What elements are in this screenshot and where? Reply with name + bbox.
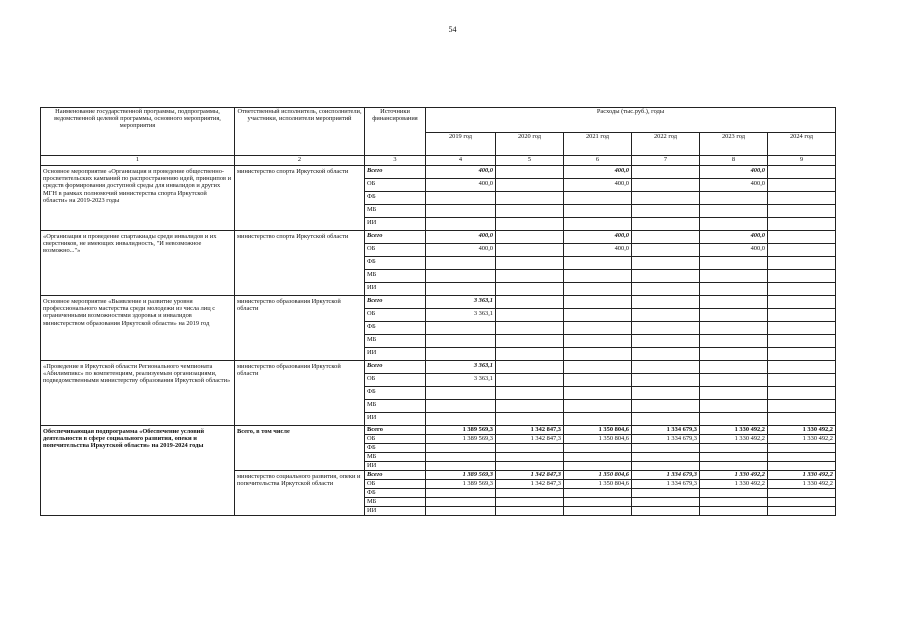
amount-cell: [496, 498, 564, 507]
source-label: ИИ: [365, 462, 426, 471]
amount-cell: [768, 498, 836, 507]
amount-cell: [768, 296, 836, 309]
amount-cell: [768, 335, 836, 348]
amount-cell: 400,0: [426, 244, 496, 257]
amount-cell: [632, 400, 700, 413]
amount-cell: 1 350 804,6: [564, 480, 632, 489]
amount-cell: [496, 453, 564, 462]
source-label: ИИ: [365, 348, 426, 361]
amount-cell: [564, 348, 632, 361]
amount-cell: [700, 413, 768, 426]
amount-cell: [564, 498, 632, 507]
amount-cell: [496, 257, 564, 270]
amount-cell: [426, 335, 496, 348]
source-label: ФБ: [365, 192, 426, 205]
source-label: МБ: [365, 400, 426, 413]
amount-cell: [768, 507, 836, 516]
amount-cell: [426, 498, 496, 507]
amount-cell: [632, 413, 700, 426]
amount-cell: [426, 270, 496, 283]
amount-cell: [632, 283, 700, 296]
amount-cell: [700, 322, 768, 335]
header-year: 2019 год: [426, 133, 496, 156]
amount-cell: [496, 413, 564, 426]
source-label: ФБ: [365, 387, 426, 400]
source-label: ОБ: [365, 309, 426, 322]
amount-cell: [426, 257, 496, 270]
amount-cell: [564, 270, 632, 283]
amount-cell: [768, 462, 836, 471]
amount-cell: [564, 453, 632, 462]
amount-cell: [564, 444, 632, 453]
executor: министерство социального развития, опеки и попечительства Иркутской области: [235, 471, 365, 516]
amount-cell: [496, 166, 564, 179]
amount-cell: [632, 507, 700, 516]
amount-cell: 400,0: [426, 231, 496, 244]
amount-cell: [496, 218, 564, 231]
amount-cell: [632, 462, 700, 471]
amount-cell: [632, 444, 700, 453]
amount-cell: [700, 296, 768, 309]
source-label: ФБ: [365, 257, 426, 270]
amount-cell: [632, 179, 700, 192]
amount-cell: [564, 218, 632, 231]
amount-cell: [768, 270, 836, 283]
amount-cell: [564, 296, 632, 309]
amount-cell: [496, 444, 564, 453]
header-expenses: Расходы (тыс.руб.), годы: [426, 108, 836, 133]
measure-name: Основное мероприятие «Выявление и развитие уровня профессионального мастерства среди молодежи из числа лиц с ограниченными возможностями здоровья и инвалидов министерством образования Иркутской области» на 2019 год: [41, 296, 235, 361]
amount-cell: [426, 489, 496, 498]
source-label: Всего: [365, 166, 426, 179]
amount-cell: [496, 507, 564, 516]
amount-cell: [632, 244, 700, 257]
amount-cell: [768, 489, 836, 498]
executor: министерство спорта Иркутской области: [235, 166, 365, 231]
amount-cell: 3 363,1: [426, 296, 496, 309]
amount-cell: [700, 335, 768, 348]
amount-cell: 1 330 492,2: [768, 480, 836, 489]
amount-cell: [768, 179, 836, 192]
amount-cell: [700, 192, 768, 205]
source-label: ИИ: [365, 413, 426, 426]
amount-cell: [426, 413, 496, 426]
amount-cell: [426, 283, 496, 296]
amount-cell: [496, 179, 564, 192]
executor: Всего, в том числе: [235, 426, 365, 471]
amount-cell: [700, 257, 768, 270]
source-label: ОБ: [365, 435, 426, 444]
header-year: 2023 год: [700, 133, 768, 156]
header-year: 2020 год: [496, 133, 564, 156]
amount-cell: [700, 489, 768, 498]
amount-cell: 400,0: [564, 244, 632, 257]
amount-cell: [700, 498, 768, 507]
amount-cell: [768, 348, 836, 361]
measure-name: Обеспечивающая подпрограмма «Обеспечение условий деятельности в сфере социального развития, опеки и попечительства Иркутской области» на 2019-2024 годы: [41, 426, 235, 516]
amount-cell: 400,0: [426, 166, 496, 179]
amount-cell: [496, 489, 564, 498]
amount-cell: [564, 387, 632, 400]
amount-cell: [496, 348, 564, 361]
amount-cell: 400,0: [426, 179, 496, 192]
column-number: 1: [41, 156, 235, 166]
amount-cell: [564, 192, 632, 205]
amount-cell: [564, 507, 632, 516]
amount-cell: 400,0: [700, 231, 768, 244]
amount-cell: [632, 257, 700, 270]
amount-cell: [700, 374, 768, 387]
header-name: Наименование государственной программы, подпрограммы, ведомственной целевой программы, основного мероприятия, мероприятия: [41, 108, 235, 156]
amount-cell: 1 389 569,3: [426, 435, 496, 444]
source-label: ОБ: [365, 480, 426, 489]
amount-cell: [426, 453, 496, 462]
column-number: 2: [235, 156, 365, 166]
amount-cell: [768, 283, 836, 296]
amount-cell: 3 363,1: [426, 309, 496, 322]
table-row: [41, 426, 836, 435]
amount-cell: [426, 387, 496, 400]
amount-cell: [768, 387, 836, 400]
amount-cell: [700, 453, 768, 462]
amount-cell: [768, 361, 836, 374]
column-number: 6: [564, 156, 632, 166]
amount-cell: [564, 400, 632, 413]
amount-cell: [564, 283, 632, 296]
amount-cell: 1 334 679,3: [632, 426, 700, 435]
amount-cell: [700, 205, 768, 218]
amount-cell: 1 350 804,6: [564, 435, 632, 444]
header-row-top: [41, 108, 836, 133]
column-number: 5: [496, 156, 564, 166]
source-label: ИИ: [365, 218, 426, 231]
amount-cell: [632, 489, 700, 498]
source-label: Всего: [365, 231, 426, 244]
amount-cell: [768, 257, 836, 270]
amount-cell: 1 334 679,3: [632, 471, 700, 480]
amount-cell: [426, 462, 496, 471]
column-number: 8: [700, 156, 768, 166]
amount-cell: [768, 453, 836, 462]
source-label: Всего: [365, 361, 426, 374]
amount-cell: [426, 205, 496, 218]
amount-cell: [768, 166, 836, 179]
amount-cell: [496, 309, 564, 322]
amount-cell: 1 342 847,3: [496, 435, 564, 444]
amount-cell: [632, 270, 700, 283]
amount-cell: [564, 489, 632, 498]
source-label: МБ: [365, 453, 426, 462]
amount-cell: [496, 296, 564, 309]
amount-cell: [700, 387, 768, 400]
amount-cell: [496, 462, 564, 471]
amount-cell: [632, 192, 700, 205]
amount-cell: [564, 257, 632, 270]
executor: министерство образования Иркутской области: [235, 296, 365, 361]
source-label: ФБ: [365, 489, 426, 498]
table-row: [41, 166, 836, 179]
amount-cell: [700, 462, 768, 471]
amount-cell: 1 389 569,3: [426, 471, 496, 480]
amount-cell: [768, 413, 836, 426]
amount-cell: [496, 322, 564, 335]
amount-cell: 400,0: [564, 179, 632, 192]
amount-cell: [632, 296, 700, 309]
header-executor: Ответственный исполнитель, соисполнители, участники, исполнители мероприятий: [235, 108, 365, 156]
source-label: Всего: [365, 296, 426, 309]
table-row: [41, 361, 836, 374]
measure-name: «Проведение в Иркутской области Регионального чемпионата «Абилимпикс» по компетенциям, реализуемым организациями, подведомственными министерству образования Иркутской области»: [41, 361, 235, 426]
source-label: МБ: [365, 335, 426, 348]
amount-cell: [700, 507, 768, 516]
amount-cell: [632, 166, 700, 179]
amount-cell: [632, 335, 700, 348]
amount-cell: [632, 322, 700, 335]
amount-cell: [426, 348, 496, 361]
amount-cell: 400,0: [700, 179, 768, 192]
amount-cell: [426, 322, 496, 335]
amount-cell: [700, 400, 768, 413]
amount-cell: 1 342 847,3: [496, 426, 564, 435]
amount-cell: [426, 218, 496, 231]
amount-cell: [496, 374, 564, 387]
executor: министерство образования Иркутской области: [235, 361, 365, 426]
amount-cell: 1 330 492,2: [700, 426, 768, 435]
measure-name: «Организация и проведение спартакиады среди инвалидов и их сверстников, не имеющих инвалидность, "И невозможное возможно..."»: [41, 231, 235, 296]
amount-cell: 1 330 492,2: [700, 435, 768, 444]
source-label: Всего: [365, 471, 426, 480]
amount-cell: 1 330 492,2: [700, 471, 768, 480]
amount-cell: [768, 218, 836, 231]
amount-cell: [496, 335, 564, 348]
amount-cell: [564, 335, 632, 348]
header-year: 2022 год: [632, 133, 700, 156]
amount-cell: 1 334 679,3: [632, 435, 700, 444]
amount-cell: [496, 205, 564, 218]
amount-cell: [564, 462, 632, 471]
column-number: 3: [365, 156, 426, 166]
header-year: 2024 год: [768, 133, 836, 156]
column-number-row: [41, 156, 836, 166]
amount-cell: [496, 387, 564, 400]
amount-cell: [426, 444, 496, 453]
amount-cell: [700, 348, 768, 361]
amount-cell: 1 330 492,2: [700, 480, 768, 489]
amount-cell: [564, 205, 632, 218]
amount-cell: [632, 453, 700, 462]
source-label: Всего: [365, 426, 426, 435]
amount-cell: [496, 270, 564, 283]
amount-cell: 400,0: [700, 166, 768, 179]
amount-cell: 400,0: [700, 244, 768, 257]
amount-cell: [632, 231, 700, 244]
amount-cell: 1 389 569,3: [426, 426, 496, 435]
amount-cell: [768, 205, 836, 218]
amount-cell: [700, 218, 768, 231]
amount-cell: [768, 244, 836, 257]
source-label: ОБ: [365, 244, 426, 257]
amount-cell: [632, 348, 700, 361]
amount-cell: [768, 322, 836, 335]
amount-cell: [632, 387, 700, 400]
source-label: ИИ: [365, 283, 426, 296]
amount-cell: [564, 413, 632, 426]
source-label: МБ: [365, 205, 426, 218]
amount-cell: [496, 361, 564, 374]
amount-cell: [564, 322, 632, 335]
source-label: МБ: [365, 270, 426, 283]
amount-cell: [426, 507, 496, 516]
amount-cell: [564, 309, 632, 322]
amount-cell: 1 350 804,6: [564, 426, 632, 435]
amount-cell: [768, 374, 836, 387]
amount-cell: 1 334 679,3: [632, 480, 700, 489]
table-row: [41, 296, 836, 309]
amount-cell: [700, 309, 768, 322]
amount-cell: [632, 374, 700, 387]
amount-cell: [700, 270, 768, 283]
source-label: ФБ: [365, 444, 426, 453]
amount-cell: 1 350 804,6: [564, 471, 632, 480]
source-label: ФБ: [365, 322, 426, 335]
amount-cell: [496, 400, 564, 413]
source-label: ИИ: [365, 507, 426, 516]
amount-cell: [632, 361, 700, 374]
header-year: 2021 год: [564, 133, 632, 156]
amount-cell: [768, 309, 836, 322]
amount-cell: 400,0: [564, 166, 632, 179]
amount-cell: [496, 192, 564, 205]
amount-cell: [768, 192, 836, 205]
amount-cell: [700, 283, 768, 296]
measure-name: Основное мероприятие «Организация и проведение общественно-просветительских кампаний по распространению идей, принципов и средств формирования доступной среды для инвалидов и других МГН в рамках полномочий министерства спорта Иркутской области» на 2019-2023 годы: [41, 166, 235, 231]
amount-cell: [426, 400, 496, 413]
amount-cell: 1 330 492,2: [768, 435, 836, 444]
amount-cell: [632, 309, 700, 322]
amount-cell: [768, 231, 836, 244]
amount-cell: [768, 400, 836, 413]
source-label: ОБ: [365, 179, 426, 192]
amount-cell: 1 342 847,3: [496, 471, 564, 480]
column-number: 7: [632, 156, 700, 166]
table-row: [41, 231, 836, 244]
amount-cell: [564, 374, 632, 387]
amount-cell: 3 363,1: [426, 374, 496, 387]
amount-cell: 1 342 847,3: [496, 480, 564, 489]
amount-cell: [426, 192, 496, 205]
amount-cell: [768, 444, 836, 453]
column-number: 9: [768, 156, 836, 166]
amount-cell: 1 330 492,2: [768, 426, 836, 435]
budget-table: [40, 107, 836, 516]
amount-cell: [700, 361, 768, 374]
page-number: 54: [448, 25, 457, 34]
amount-cell: 1 389 569,3: [426, 480, 496, 489]
executor: министерство спорта Иркутской области: [235, 231, 365, 296]
column-number: 4: [426, 156, 496, 166]
amount-cell: [700, 444, 768, 453]
amount-cell: [632, 498, 700, 507]
amount-cell: [496, 283, 564, 296]
amount-cell: [632, 218, 700, 231]
amount-cell: 1 330 492,2: [768, 471, 836, 480]
amount-cell: [632, 205, 700, 218]
source-label: МБ: [365, 498, 426, 507]
source-label: ОБ: [365, 374, 426, 387]
amount-cell: [496, 231, 564, 244]
amount-cell: 3 363,1: [426, 361, 496, 374]
amount-cell: [496, 244, 564, 257]
amount-cell: [564, 361, 632, 374]
header-source: Источники финансирования: [365, 108, 426, 156]
amount-cell: 400,0: [564, 231, 632, 244]
